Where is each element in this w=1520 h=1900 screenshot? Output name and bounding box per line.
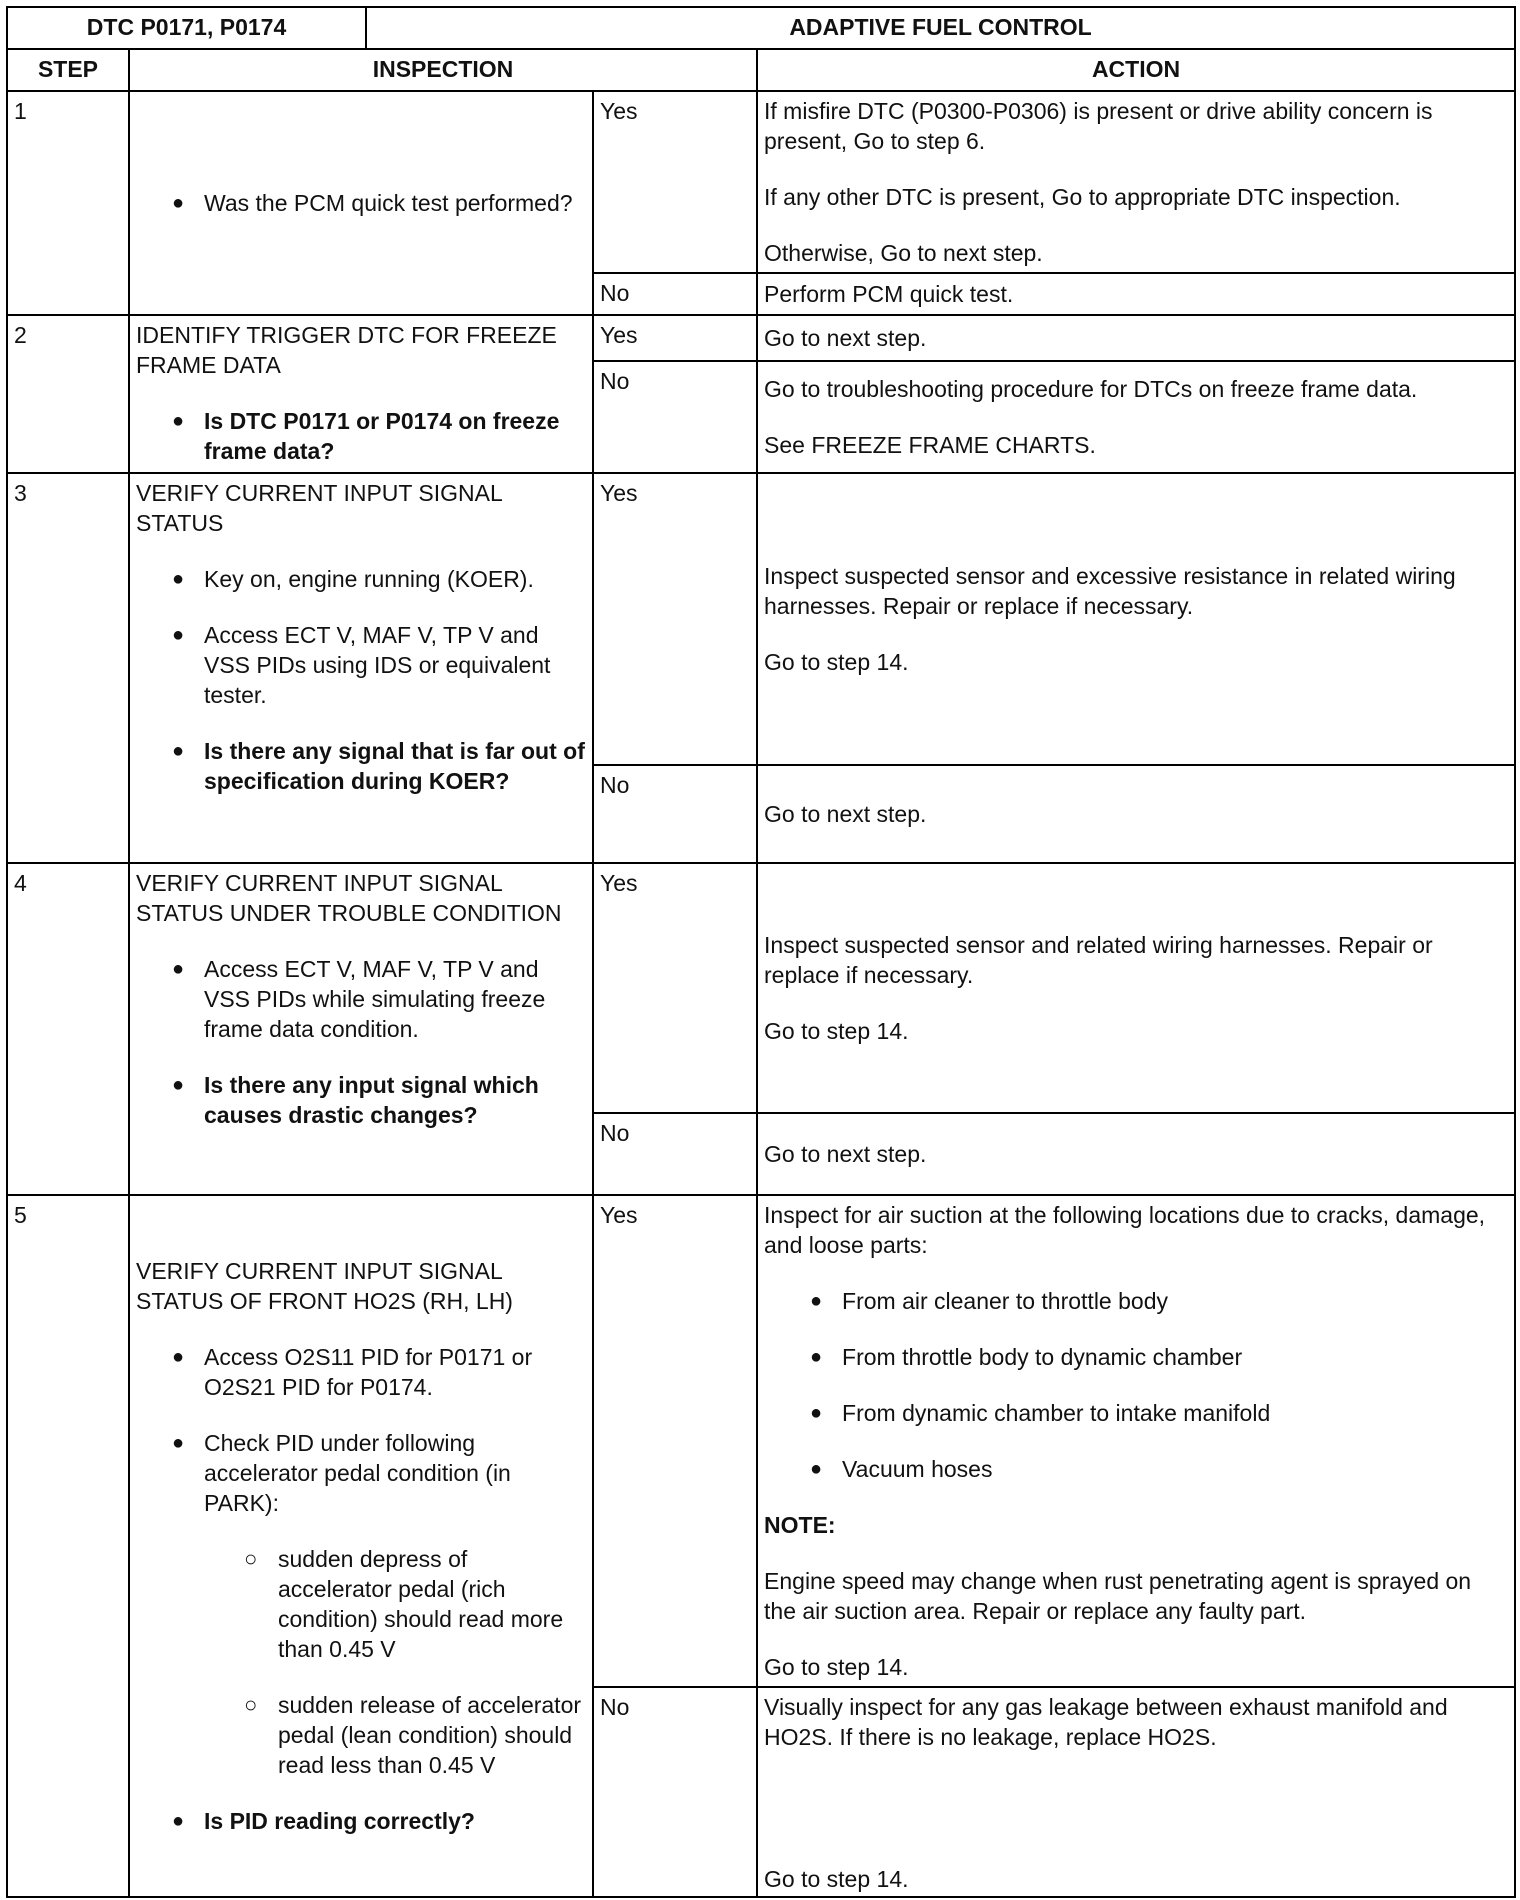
no-action-cell: [757, 361, 1515, 473]
list-item: ○ sudden depress of accelerator pedal (rich condition) should read more than 0.45 V: [278, 1544, 586, 1664]
action-text: Go to next step.: [764, 325, 927, 351]
action-text: Otherwise, Go to next step.: [764, 240, 1043, 266]
inspection-bullets: [136, 406, 586, 466]
location-list: [764, 1286, 1508, 1484]
no-label: No: [593, 273, 757, 315]
inspection-question: ● Is DTC P0171 or P0174 on freeze frame data?: [204, 406, 586, 466]
list-item: ● Check PID under following accelerator pedal condition (in PARK):: [204, 1428, 586, 1518]
list-item: ● From air cleaner to throttle body: [842, 1286, 1508, 1316]
action-text: Go to troubleshooting procedure for DTCs on freeze frame data.: [764, 376, 1418, 402]
list-item: ● From dynamic chamber to intake manifold: [842, 1398, 1508, 1428]
col-header-action: ACTION: [757, 49, 1515, 91]
list-item: ● Vacuum hoses: [842, 1454, 1508, 1484]
inspection-question: ● Is there any input signal which causes drastic changes?: [204, 1070, 586, 1130]
step-number: 2: [7, 315, 129, 473]
page-title: ADAPTIVE FUEL CONTROL: [366, 7, 1515, 49]
col-header-inspection: INSPECTION: [129, 49, 757, 91]
no-label: No: [593, 1113, 757, 1195]
inspection-heading: VERIFY CURRENT INPUT SIGNAL STATUS: [136, 480, 502, 536]
list-item: ● Access ECT V, MAF V, TP V and VSS PIDs using IDS or equivalent tester.: [204, 620, 586, 710]
inspection-heading: IDENTIFY TRIGGER DTC FOR FREEZE FRAME DATA: [136, 322, 557, 378]
inspection-cell: [129, 315, 593, 473]
no-action-cell: [757, 273, 1515, 315]
step-number: 1: [7, 91, 129, 315]
inspection-heading: VERIFY CURRENT INPUT SIGNAL STATUS OF FRONT HO2S (RH, LH): [136, 1258, 513, 1314]
dtc-code-label: DTC P0171, P0174: [7, 7, 366, 49]
list-item: ● From throttle body to dynamic chamber: [842, 1342, 1508, 1372]
column-header-row: [7, 49, 1515, 91]
action-text: Go to step 14.: [764, 1018, 909, 1044]
action-text: Go to next step.: [764, 801, 927, 827]
list-item: ○ sudden release of accelerator pedal (lean condition) should read less than 0.45 V: [278, 1690, 586, 1780]
action-text: Perform PCM quick test.: [764, 281, 1014, 307]
list-item: ● Was the PCM quick test performed?: [204, 188, 586, 218]
yes-action-cell: [757, 863, 1515, 1113]
table-row: [7, 473, 1515, 765]
inspection-bullets: [136, 1806, 586, 1836]
yes-action-cell: [757, 1195, 1515, 1687]
inspection-heading: VERIFY CURRENT INPUT SIGNAL STATUS UNDER TROUBLE CONDITION: [136, 870, 562, 926]
table-row: [7, 91, 1515, 273]
action-text: See FREEZE FRAME CHARTS.: [764, 432, 1096, 458]
list-item: ● Key on, engine running (KOER).: [204, 564, 586, 594]
inspection-bullets: [136, 188, 586, 218]
no-label: No: [593, 361, 757, 473]
yes-action-cell: [757, 315, 1515, 361]
action-text: If any other DTC is present, Go to appropriate DTC inspection.: [764, 184, 1401, 210]
table-row: [7, 315, 1515, 361]
dtc-table: [6, 6, 1516, 1898]
action-text: Go to step 14.: [764, 649, 909, 675]
inspection-bullets: [136, 954, 586, 1130]
step-number: 3: [7, 473, 129, 863]
yes-label: Yes: [593, 863, 757, 1113]
inspection-sub-bullets: [136, 1544, 586, 1780]
inspection-cell: [129, 91, 593, 315]
list-item: ● Access ECT V, MAF V, TP V and VSS PIDs while simulating freeze frame data condition.: [204, 954, 586, 1044]
inspection-cell: [129, 473, 593, 863]
yes-action-cell: [757, 473, 1515, 765]
note-text: Engine speed may change when rust penetrating agent is sprayed on the air suction area. Repair or replace any faulty part.: [764, 1568, 1472, 1624]
list-item: ● Access O2S11 PID for P0171 or O2S21 PID for P0174.: [204, 1342, 586, 1402]
no-action-cell: [757, 1687, 1515, 1897]
inspection-bullets: [136, 1342, 586, 1518]
col-header-step: STEP: [7, 49, 129, 91]
action-text: Go to next step.: [764, 1141, 927, 1167]
no-label: No: [593, 765, 757, 863]
inspection-cell: [129, 1195, 593, 1897]
note-label: NOTE:: [764, 1512, 836, 1538]
title-row: [7, 7, 1515, 49]
action-text: Visually inspect for any gas leakage between exhaust manifold and HO2S. If there is no leakage, replace HO2S.: [764, 1694, 1448, 1750]
action-text: Inspect suspected sensor and related wiring harnesses. Repair or replace if necessary.: [764, 932, 1433, 988]
step-number: 4: [7, 863, 129, 1195]
no-action-cell: [757, 1113, 1515, 1195]
action-text: Inspect for air suction at the following locations due to cracks, damage, and loose parts:: [764, 1202, 1486, 1258]
yes-label: Yes: [593, 315, 757, 361]
inspection-question: ● Is PID reading correctly?: [204, 1806, 586, 1836]
yes-label: Yes: [593, 1195, 757, 1687]
no-action-cell: [757, 765, 1515, 863]
action-text: Go to step 14.: [764, 1654, 909, 1680]
table-row: [7, 863, 1515, 1113]
no-label: No: [593, 1687, 757, 1897]
yes-action-cell: [757, 91, 1515, 273]
table-row: [7, 1195, 1515, 1687]
action-text: If misfire DTC (P0300-P0306) is present or drive ability concern is present, Go to step 6.: [764, 98, 1433, 154]
yes-label: Yes: [593, 473, 757, 765]
inspection-question: ● Is there any signal that is far out of specification during KOER?: [204, 736, 586, 796]
inspection-bullets: [136, 564, 586, 796]
action-text: Inspect suspected sensor and excessive resistance in related wiring harnesses. Repair or replace if necessary.: [764, 563, 1456, 619]
action-text: Go to step 14.: [764, 1866, 909, 1892]
inspection-cell: [129, 863, 593, 1195]
step-number: 5: [7, 1195, 129, 1897]
yes-label: Yes: [593, 91, 757, 273]
